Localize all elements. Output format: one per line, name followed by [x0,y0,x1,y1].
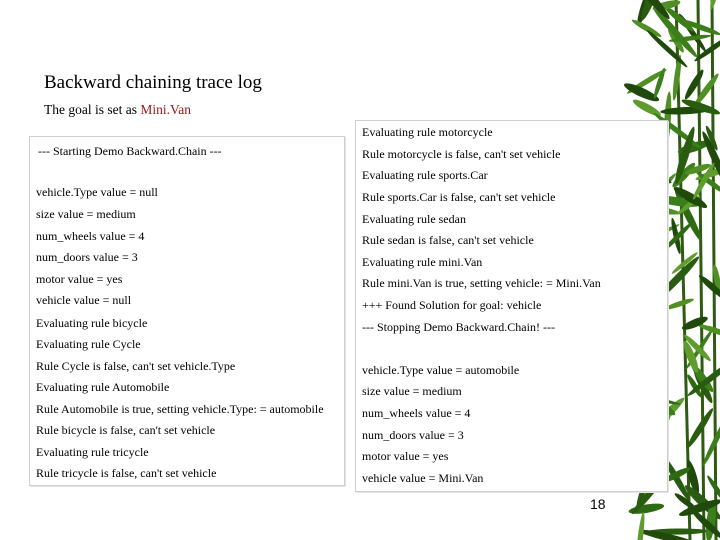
log-line: vehicle.Type value = null [36,185,158,199]
log-line: Evaluating rule sports.Car [362,168,488,182]
page-number: 18 [590,496,606,512]
bamboo-leaf [708,0,720,11]
log-line: --- Stopping Demo Backward.Chain! --- [362,320,555,334]
bamboo-leaf [664,297,695,312]
log-line: Evaluating rule mini.Van [362,255,483,269]
log-line: vehicle value = null [36,293,132,307]
log-line: motor value = yes [36,272,123,286]
log-line: Rule Automobile is true, setting vehicle.Type: = automobile [36,402,324,416]
log-line: num_wheels value = 4 [36,229,145,243]
goal-prefix: The goal is set as [44,102,141,117]
log-line: motor value = yes [362,449,449,463]
log-line: size value = medium [362,384,462,398]
bamboo-leaf [630,18,662,39]
slide-title: Backward chaining trace log [44,72,262,93]
log-line: vehicle value = Mini.Van [362,471,484,485]
log-line: num_doors value = 3 [362,428,464,442]
log-line: Evaluating rule Automobile [36,380,170,394]
log-line: Evaluating rule bicycle [36,316,148,330]
log-line: num_doors value = 3 [36,250,138,264]
log-line: vehicle.Type value = automobile [362,363,520,377]
log-line: Rule bicycle is false, can't set vehicle [36,423,216,437]
log-line: Rule Cycle is false, can't set vehicle.Type [36,359,236,373]
trace-log-right [355,120,668,492]
log-line: --- Starting Demo Backward.Chain --- [38,144,222,158]
log-line: Evaluating rule tricycle [36,445,149,459]
goal-value: Mini.Van [140,102,191,117]
log-line: Evaluating rule sedan [362,212,466,226]
log-line: Rule mini.Van is true, setting vehicle: = Mini.Van [362,276,601,290]
log-line: size value = medium [36,207,136,221]
goal-statement [44,102,191,118]
log-line: Evaluating rule Cycle [36,337,141,351]
log-line: Rule sports.Car is false, can't set vehicle [362,190,556,204]
log-line: Rule motorcycle is false, can't set vehicle [362,147,561,161]
bamboo-leaf [635,512,647,540]
trace-log-left [29,136,345,486]
bamboo-leaf [685,407,715,450]
log-line: num_wheels value = 4 [362,406,471,420]
log-line: Rule sedan is false, can't set vehicle [362,233,534,247]
log-line: +++ Found Solution for goal: vehicle [362,298,542,312]
log-line: Evaluating rule motorcycle [362,125,493,139]
log-line: Rule tricycle is false, can't set vehicle [36,466,217,480]
